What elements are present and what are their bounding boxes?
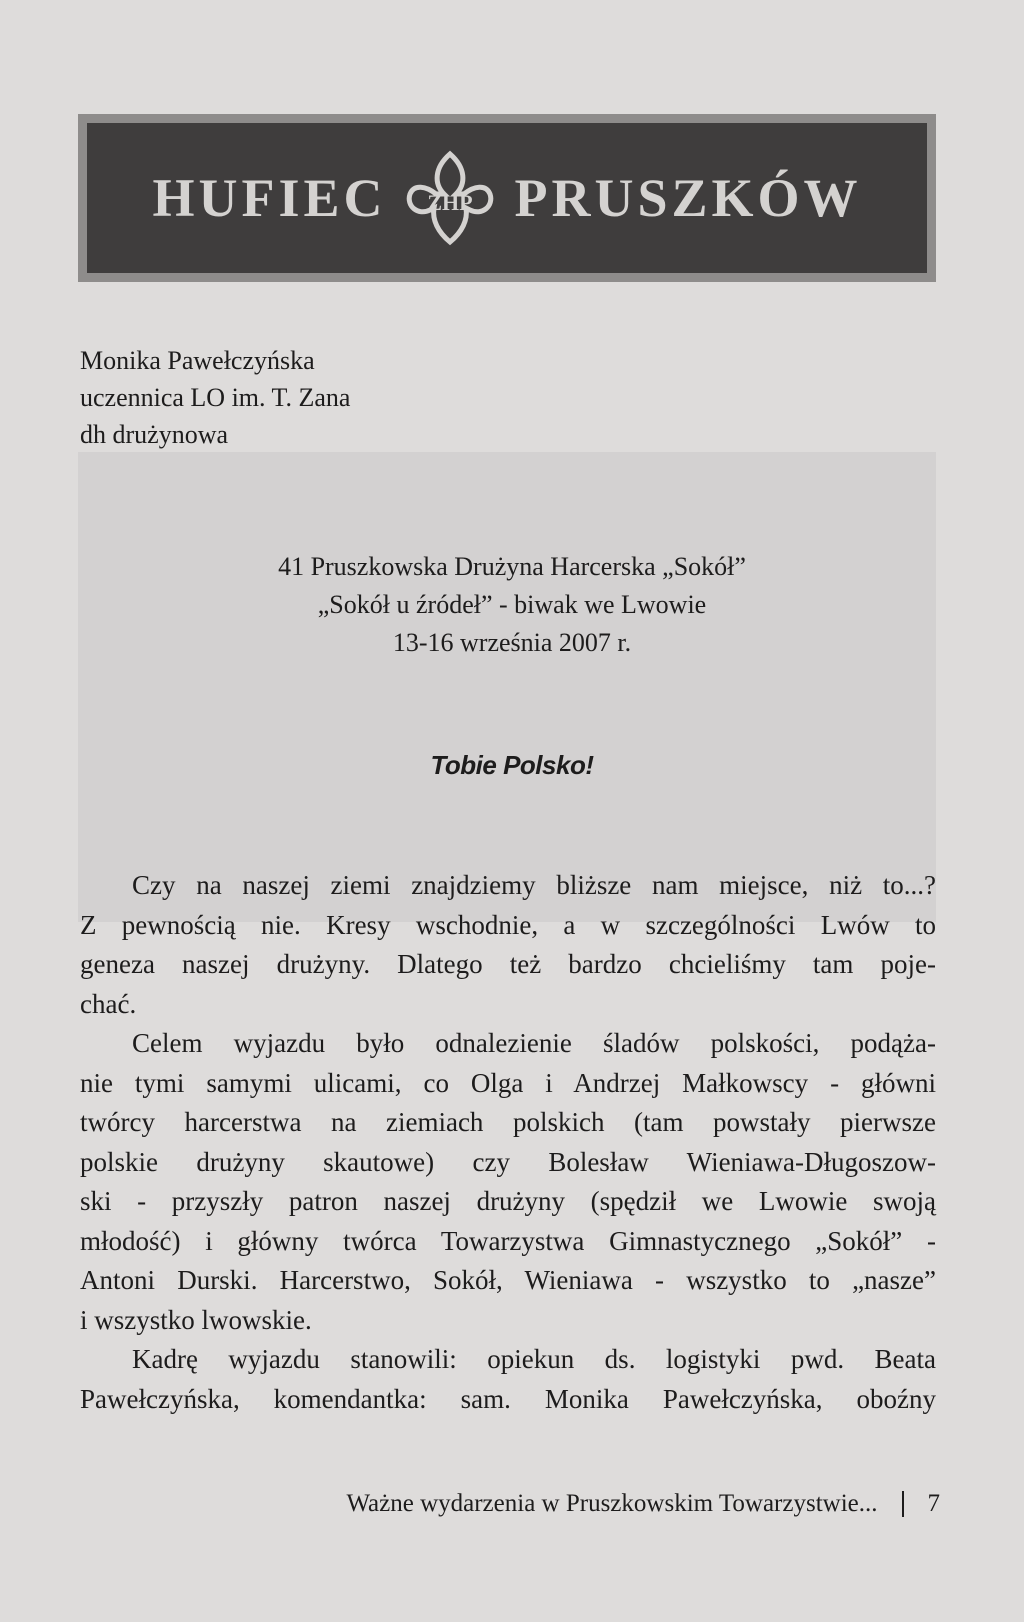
paragraph-2 (80, 1024, 936, 1340)
text-line: nie tymi samymi ulicami, co Olga i Andrzej Małkowscy - główni (80, 1067, 936, 1098)
banner-left-word: HUFIEC (152, 168, 387, 228)
text-line: polskie drużyny skautowe) czy Bolesław Wieniawa-Długoszow- (80, 1146, 936, 1177)
text-line: geneza naszej drużyny. Dlatego też bardzo chcieliśmy tam poje- (80, 949, 936, 979)
text-line: Celem wyjazdu było odnalezienie śladów polskości, podąża- (132, 1028, 936, 1058)
text-line: Pawełczyńska, komendantka: sam. Monika Pawełczyńska, oboźny (80, 1383, 936, 1414)
text-line: młodość) i główny twórca Towarzystwa Gimnastycznego „Sokół” - (80, 1225, 936, 1256)
zhp-emblem-text: ZHP (427, 190, 474, 215)
footer-separator (902, 1491, 904, 1517)
event-team: 41 Pruszkowska Drużyna Harcerska „Sokół” (278, 552, 746, 581)
running-title: Ważne wydarzenia w Pruszkowskim Towarzystwie... (346, 1490, 878, 1517)
text-line: ski - przyszły patron naszej drużyny (spędził we Lwowie swoją (80, 1186, 936, 1216)
text-line: Czy na naszej ziemi znajdziemy bliższe nam miejsce, niż to...? (132, 870, 936, 900)
motto: Tobie Polsko! (430, 750, 594, 780)
text-line: i wszystko lwowskie. (80, 1304, 312, 1335)
banner-right-word: PRUSZKÓW (514, 168, 862, 228)
paragraph-1 (80, 866, 936, 1024)
text-line: Kadrę wyjazdu stanowili: opiekun ds. logistyki pwd. Beata (132, 1344, 936, 1374)
author-school: uczennica LO im. T. Zana (80, 383, 351, 412)
text-line: Antoni Durski. Harcerstwo, Sokół, Wieniawa - wszystko to „nasze” (80, 1265, 936, 1295)
zhp-lily-icon (404, 150, 496, 246)
paragraph-3 (80, 1340, 936, 1419)
author-role: dh drużynowa (80, 420, 229, 449)
header-banner (78, 114, 936, 282)
page-footer (240, 1490, 940, 1518)
event-date: 13-16 września 2007 r. (392, 628, 632, 657)
text-line: chać. (80, 988, 137, 1019)
page-number: 7 (927, 1490, 940, 1517)
author-name: Monika Pawełczyńska (80, 346, 315, 375)
event-title: „Sokół u źródeł” - biwak we Lwowie (317, 590, 707, 619)
article-body (80, 866, 936, 1419)
author-block (80, 342, 350, 453)
text-line: Z pewnością nie. Kresy wschodnie, a w szczególności Lwów to (80, 909, 936, 940)
text-line: twórcy harcerstwa na ziemiach polskich (tam powstały pierwsze (80, 1107, 936, 1137)
event-heading (100, 548, 924, 662)
show-through-photo (78, 452, 936, 922)
